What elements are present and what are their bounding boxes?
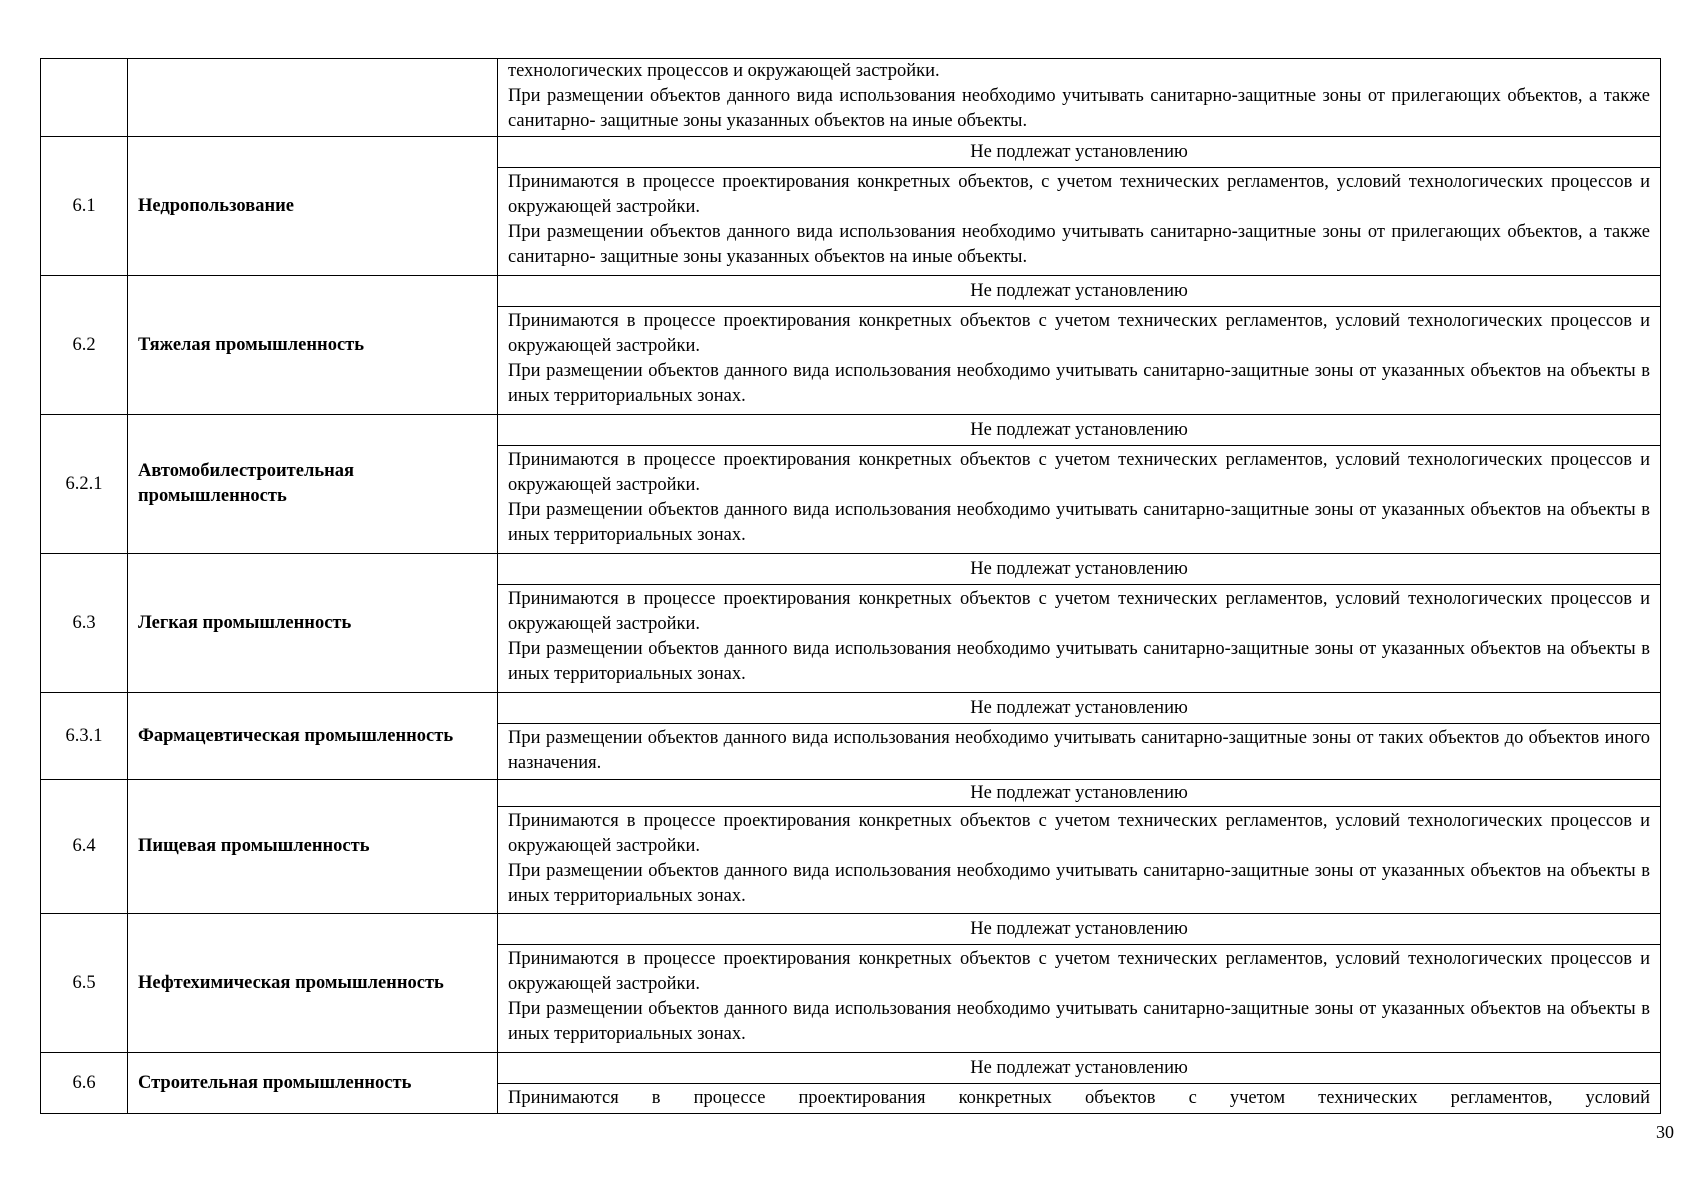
- table-row-continued: [41, 59, 1661, 137]
- row-code-cell: 6.6: [41, 1053, 128, 1114]
- row-text-cell: [498, 780, 1661, 914]
- paragraph: При размещении объектов данного вида использования необходимо учитывать санитарно-защитные зоны от указанных объектов на объекты в иных территориальных зонах.: [508, 500, 1650, 545]
- paragraph: Принимаются в процессе проектирования конкретных объектов с учетом технических регламентов, условий технологических процессов и окружающей застройки.: [508, 589, 1650, 634]
- row-name-cell: Тяжелая промышленность: [128, 276, 498, 415]
- table-row: [41, 693, 1661, 780]
- row-text-cell: [498, 137, 1661, 276]
- status-text: Не подлежат установлению: [498, 914, 1660, 945]
- table-row: [41, 780, 1661, 914]
- status-text: Не подлежат установлению: [498, 780, 1660, 807]
- row-name-cell: [128, 59, 498, 137]
- row-code-cell: 6.3: [41, 554, 128, 693]
- row-name-cell: Нефтехимическая промышленность: [128, 914, 498, 1053]
- table-row: [41, 415, 1661, 554]
- row-text-cell: [498, 276, 1661, 415]
- row-name-cell: Автомобилестроительная промышленность: [128, 415, 498, 554]
- paragraph: Принимаются в процессе проектирования конкретных объектов с учетом технических регламентов, условий технологических процессов и окружающей застройки.: [508, 311, 1650, 356]
- row-name-cell: Строительная промышленность: [128, 1053, 498, 1114]
- row-code-cell: [41, 59, 128, 137]
- paragraph: Принимаются в процессе проектирования конкретных объектов с учетом технических регламентов, условий технологических процессов и окружающей застройки.: [508, 811, 1650, 856]
- row-code-cell: 6.2.1: [41, 415, 128, 554]
- table-row: [41, 137, 1661, 276]
- row-text-cell: [498, 415, 1661, 554]
- regulations-table: [40, 58, 1661, 1114]
- table-row: [41, 914, 1661, 1053]
- table-row: [41, 554, 1661, 693]
- status-text: Не подлежат установлению: [498, 276, 1660, 307]
- row-text-cell: [498, 59, 1661, 137]
- paragraph: При размещении объектов данного вида использования необходимо учитывать санитарно-защитные зоны от указанных объектов на объекты в иных территориальных зонах.: [508, 639, 1650, 684]
- row-code-cell: 6.2: [41, 276, 128, 415]
- row-text-cell: [498, 693, 1661, 780]
- paragraph: При размещении объектов данного вида использования необходимо учитывать санитарно-защитные зоны от прилегающих объектов, а также санитарно- защитные зоны указанных объектов на иные объекты.: [508, 86, 1650, 131]
- status-text: Не подлежат установлению: [498, 693, 1660, 724]
- row-name-cell: Недропользование: [128, 137, 498, 276]
- status-text: Не подлежат установлению: [498, 1053, 1660, 1084]
- table-row: [41, 276, 1661, 415]
- row-code-cell: 6.5: [41, 914, 128, 1053]
- row-text-cell: [498, 554, 1661, 693]
- row-code-cell: 6.4: [41, 780, 128, 914]
- status-text: Не подлежат установлению: [498, 415, 1660, 446]
- status-text: Не подлежат установлению: [498, 137, 1660, 168]
- paragraph: При размещении объектов данного вида использования необходимо учитывать санитарно-защитные зоны от прилегающих объектов, а также санитарно- защитные зоны указанных объектов на иные объекты.: [508, 222, 1650, 267]
- paragraph: Принимаются в процессе проектирования конкретных объектов с учетом технических регламентов, условий технологических процессов и окружающей застройки.: [508, 450, 1650, 495]
- status-text: Не подлежат установлению: [498, 554, 1660, 585]
- paragraph: Принимаются в процессе проектирования конкретных объектов, с учетом технических регламентов, условий технологических процессов и окружающей застройки.: [508, 172, 1650, 217]
- row-code-cell: 6.3.1: [41, 693, 128, 780]
- row-text-cell: [498, 914, 1661, 1053]
- row-name-cell: Легкая промышленность: [128, 554, 498, 693]
- paragraph: Принимаются в процессе проектирования конкретных объектов с учетом технических регламентов, условий технологических процессов и окружающей застройки.: [508, 949, 1650, 994]
- paragraph: Принимаются в процессе проектирования конкретных объектов с учетом технических регламентов, условий: [508, 1088, 1650, 1108]
- row-name-cell: Пищевая промышленность: [128, 780, 498, 914]
- row-text-cell: [498, 1053, 1661, 1114]
- row-code-cell: 6.1: [41, 137, 128, 276]
- page-number: 30: [1656, 1122, 1674, 1142]
- paragraph: При размещении объектов данного вида использования необходимо учитывать санитарно-защитные зоны от указанных объектов на объекты в иных территориальных зонах.: [508, 861, 1650, 906]
- paragraph: При размещении объектов данного вида использования необходимо учитывать санитарно-защитные зоны от таких объектов до объектов иного назначения.: [508, 728, 1650, 773]
- row-name-cell: Фармацевтическая промышленность: [128, 693, 498, 780]
- paragraph: При размещении объектов данного вида использования необходимо учитывать санитарно-защитные зоны от указанных объектов на объекты в иных территориальных зонах.: [508, 361, 1650, 406]
- paragraph: технологических процессов и окружающей застройки.: [508, 61, 940, 81]
- table-row: [41, 1053, 1661, 1114]
- paragraph: При размещении объектов данного вида использования необходимо учитывать санитарно-защитные зоны от указанных объектов на объекты в иных территориальных зонах.: [508, 999, 1650, 1044]
